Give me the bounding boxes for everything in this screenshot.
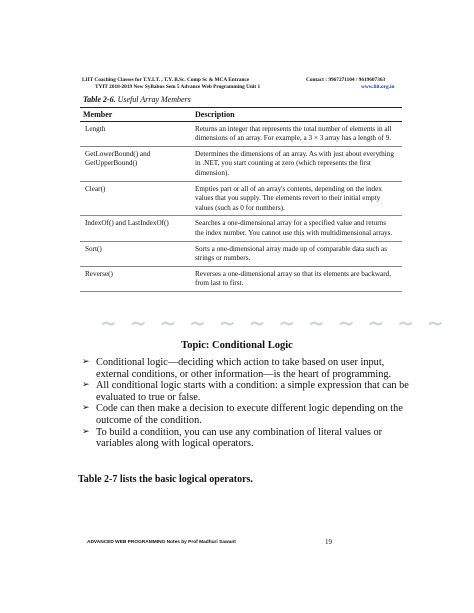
bullet-text: Code can then make a decision to execute different logic depending on the outcome of the condition. — [96, 403, 403, 426]
conditional-logic-bullet-list — [80, 357, 410, 450]
column-header-description: Description — [192, 108, 402, 122]
table-caption — [80, 92, 405, 107]
description-cell: Sorts a one-dimensional array made up of comparable data such as strings or numbers. — [192, 241, 402, 266]
list-item — [80, 427, 410, 450]
array-members-table-section — [80, 92, 405, 292]
page-number: 19 — [325, 538, 332, 546]
header-line-1 — [82, 77, 386, 84]
list-item — [80, 357, 410, 380]
description-cell: Reverses a one-dimensional array so that its elements are backward, from last to first. — [192, 266, 402, 291]
arrow-bullet-icon: ➢ — [82, 403, 90, 414]
bullet-text: To build a condition, you can use any combination of literal values or variables along with logical operators. — [96, 426, 383, 450]
closing-sentence: Table 2-7 lists the basic logical operators. — [78, 474, 253, 485]
description-cell: Empties part or all of an array's contents, depending on the index values that you supply. The elements revert to their initial empty values (such as 0 for numbers). — [192, 181, 402, 216]
table-row — [80, 181, 402, 216]
table-caption-label: Table 2-6. — [83, 95, 116, 104]
column-header-member: Member — [80, 108, 192, 122]
bullet-text: Conditional logic—deciding which action to take based on user input, external conditions, or other information—is the heart of programming. — [96, 357, 392, 380]
member-cell: Length — [80, 121, 192, 146]
bullet-text: All conditional logic starts with a condition: a simple expression that can be evaluated to true or false. — [96, 380, 409, 403]
member-cell: Clear() — [80, 181, 192, 216]
table-row — [80, 241, 402, 266]
footer-note: ADVANCED WEB PROGRAMMING Notes by Prof Madhuri Sawant — [87, 540, 236, 545]
description-cell: Searches a one-dimensional array for a specified value and returns the index number. You cannot use this with multidimensional arrays. — [192, 216, 402, 241]
table-row — [80, 216, 402, 241]
table-header-row — [80, 108, 402, 122]
member-cell: IndexOf() and LastIndexOf() — [80, 216, 192, 241]
header-institute: LIIT Coaching Classes for T.Y.I.T. , T.Y. B.Sc. Comp Sc & MCA Entrance — [82, 77, 250, 83]
arrow-bullet-icon: ➢ — [82, 426, 90, 437]
description-cell: Determines the dimensions of an array. As with just about everything in .NET, you start counting at zero (which represents the first dimension). — [192, 146, 402, 181]
watermark: ~ ~ ~ ~ ~ ~ ~ ~ ~ ~ ~ ~ — [100, 311, 447, 335]
table-row — [80, 146, 402, 181]
description-cell: Returns an integer that represents the total number of elements in all dimensions of an array. For example, a 3 × 3 array has a length of 9. — [192, 121, 402, 146]
list-item — [80, 380, 410, 403]
table-row — [80, 121, 402, 146]
topic-heading: Topic: Conditional Logic — [181, 340, 293, 351]
header-course: TYIT 2018-2019 New SyBabus Sem 5 Advance Web Programming Unit 1 — [95, 84, 261, 90]
member-cell: GetLowerBound() and GetUpperBound() — [80, 146, 192, 181]
table-row — [80, 266, 402, 291]
list-item — [80, 403, 410, 426]
member-cell: Reverse() — [80, 266, 192, 291]
header-website: www.liit.org.in — [361, 84, 395, 90]
header-contact: Contact : 9967271104 / 9619607363 — [306, 77, 386, 83]
header-line-2 — [95, 84, 395, 91]
member-cell: Sort() — [80, 241, 192, 266]
table-caption-title: Useful Array Members — [117, 95, 191, 104]
array-members-table — [80, 107, 402, 292]
arrow-bullet-icon: ➢ — [82, 380, 90, 391]
arrow-bullet-icon: ➢ — [82, 357, 90, 367]
